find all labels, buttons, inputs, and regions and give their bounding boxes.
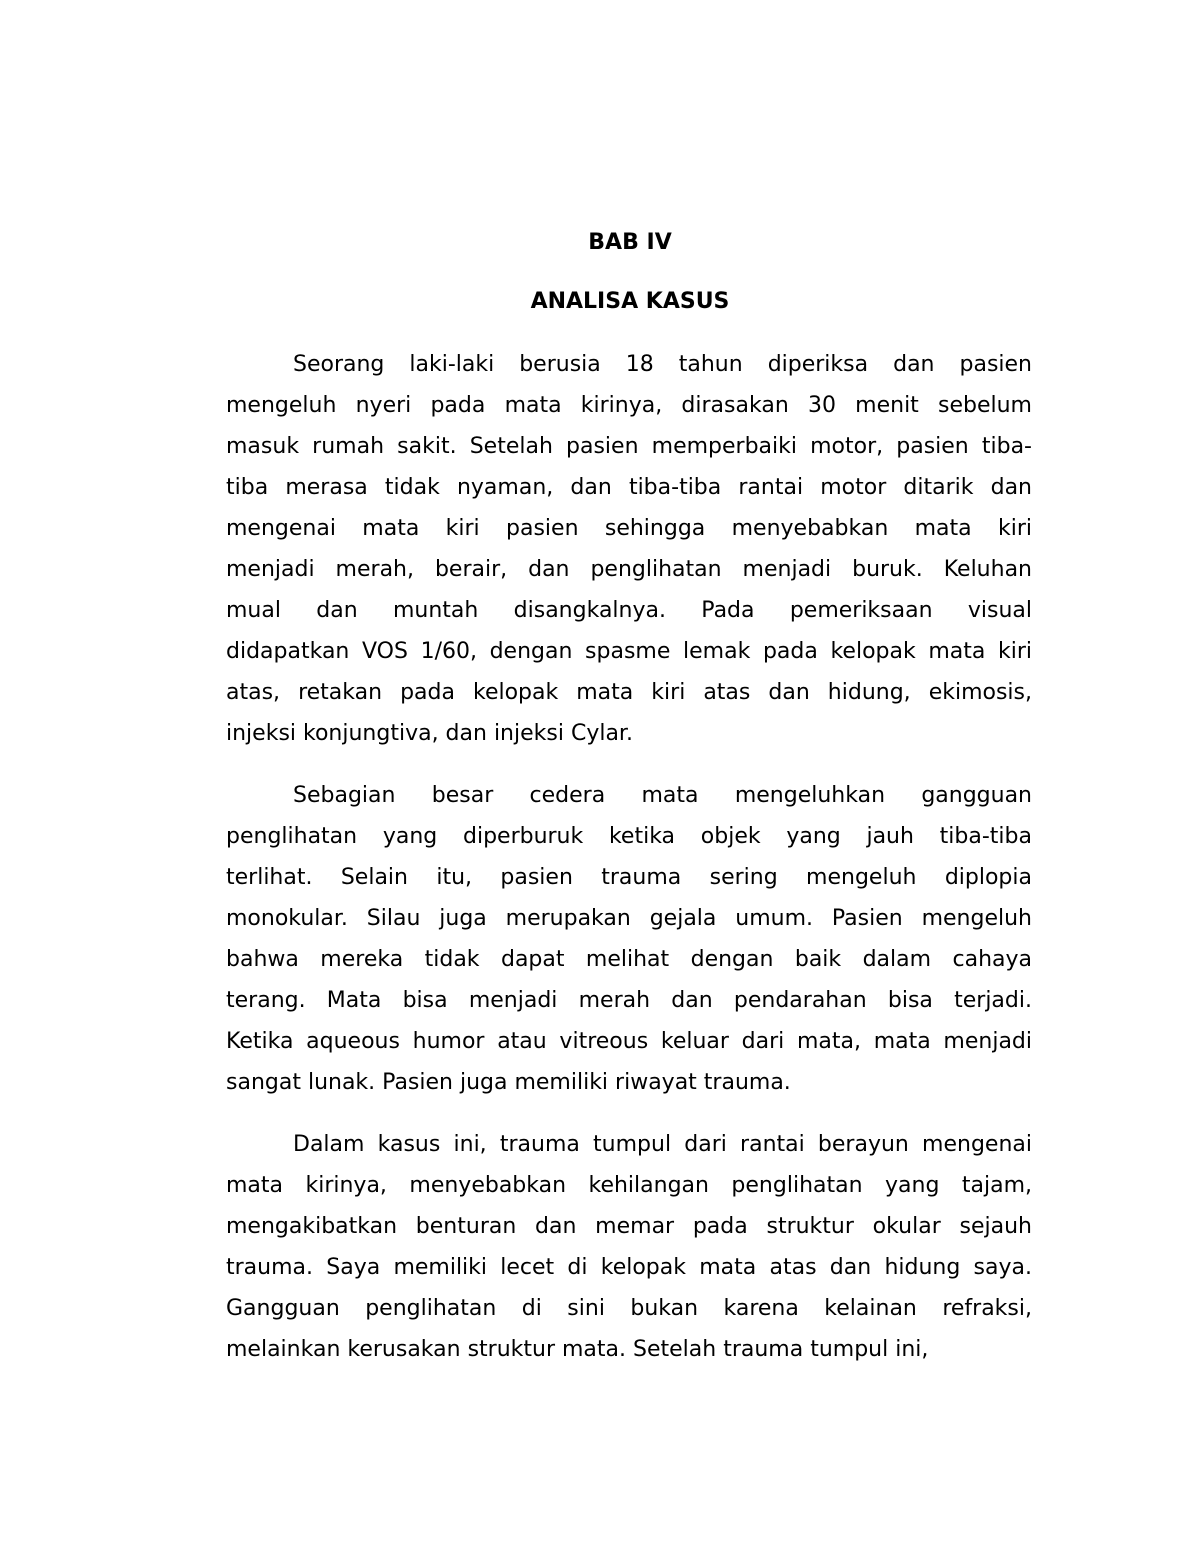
section-title: ANALISA KASUS (530, 289, 730, 314)
paragraph-line: monokular. Silau juga merupakan gejala umum. Pasien mengeluh (226, 906, 1032, 931)
paragraph-line: Seorang laki-laki berusia 18 tahun diperiksa dan pasien (293, 352, 1032, 377)
paragraph-line: penglihatan yang diperburuk ketika objek yang jauh tiba-tiba (226, 824, 1032, 849)
paragraph-line: masuk rumah sakit. Setelah pasien memperbaiki motor, pasien tiba- (226, 434, 1032, 459)
paragraph-line: atas, retakan pada kelopak mata kiri atas dan hidung, ekimosis, (226, 680, 1032, 705)
paragraph-2 (226, 775, 1032, 1103)
paragraph-line: mengeluh nyeri pada mata kirinya, dirasakan 30 menit sebelum (226, 393, 1032, 418)
paragraph-line: menjadi merah, berair, dan penglihatan menjadi buruk. Keluhan (226, 557, 1032, 582)
paragraph-line: trauma. Saya memiliki lecet di kelopak mata atas dan hidung saya. (226, 1255, 1032, 1280)
paragraph-line: terang. Mata bisa menjadi merah dan pendarahan bisa terjadi. (226, 988, 1032, 1013)
paragraph-line: sangat lunak. Pasien juga memiliki riwayat trauma. (226, 1070, 791, 1095)
paragraph-3 (226, 1124, 1032, 1370)
paragraph-line: Dalam kasus ini, trauma tumpul dari rantai berayun mengenai (293, 1132, 1032, 1157)
chapter-title: BAB IV (588, 230, 672, 255)
paragraph-line: melainkan kerusakan struktur mata. Setelah trauma tumpul ini, (226, 1337, 929, 1362)
document-body (226, 344, 1032, 1370)
paragraph-line: tiba merasa tidak nyaman, dan tiba-tiba rantai motor ditarik dan (226, 475, 1032, 500)
paragraph-line: terlihat. Selain itu, pasien trauma sering mengeluh diplopia (226, 865, 1032, 890)
paragraph-line: bahwa mereka tidak dapat melihat dengan baik dalam cahaya (226, 947, 1032, 972)
paragraph-line: Gangguan penglihatan di sini bukan karena kelainan refraksi, (226, 1296, 1032, 1321)
paragraph-line: mual dan muntah disangkalnya. Pada pemeriksaan visual (226, 598, 1032, 623)
paragraph-line: mata kirinya, menyebabkan kehilangan penglihatan yang tajam, (226, 1173, 1032, 1198)
paragraph-line: mengakibatkan benturan dan memar pada struktur okular sejauh (226, 1214, 1032, 1239)
paragraph-line: mengenai mata kiri pasien sehingga menyebabkan mata kiri (226, 516, 1032, 541)
paragraph-1 (226, 344, 1032, 754)
paragraph-line: didapatkan VOS 1/60, dengan spasme lemak pada kelopak mata kiri (226, 639, 1032, 664)
paragraph-line: Ketika aqueous humor atau vitreous keluar dari mata, mata menjadi (226, 1029, 1032, 1054)
paragraph-line: Sebagian besar cedera mata mengeluhkan gangguan (293, 783, 1032, 808)
paragraph-line: injeksi konjungtiva, dan injeksi Cylar. (226, 721, 633, 746)
